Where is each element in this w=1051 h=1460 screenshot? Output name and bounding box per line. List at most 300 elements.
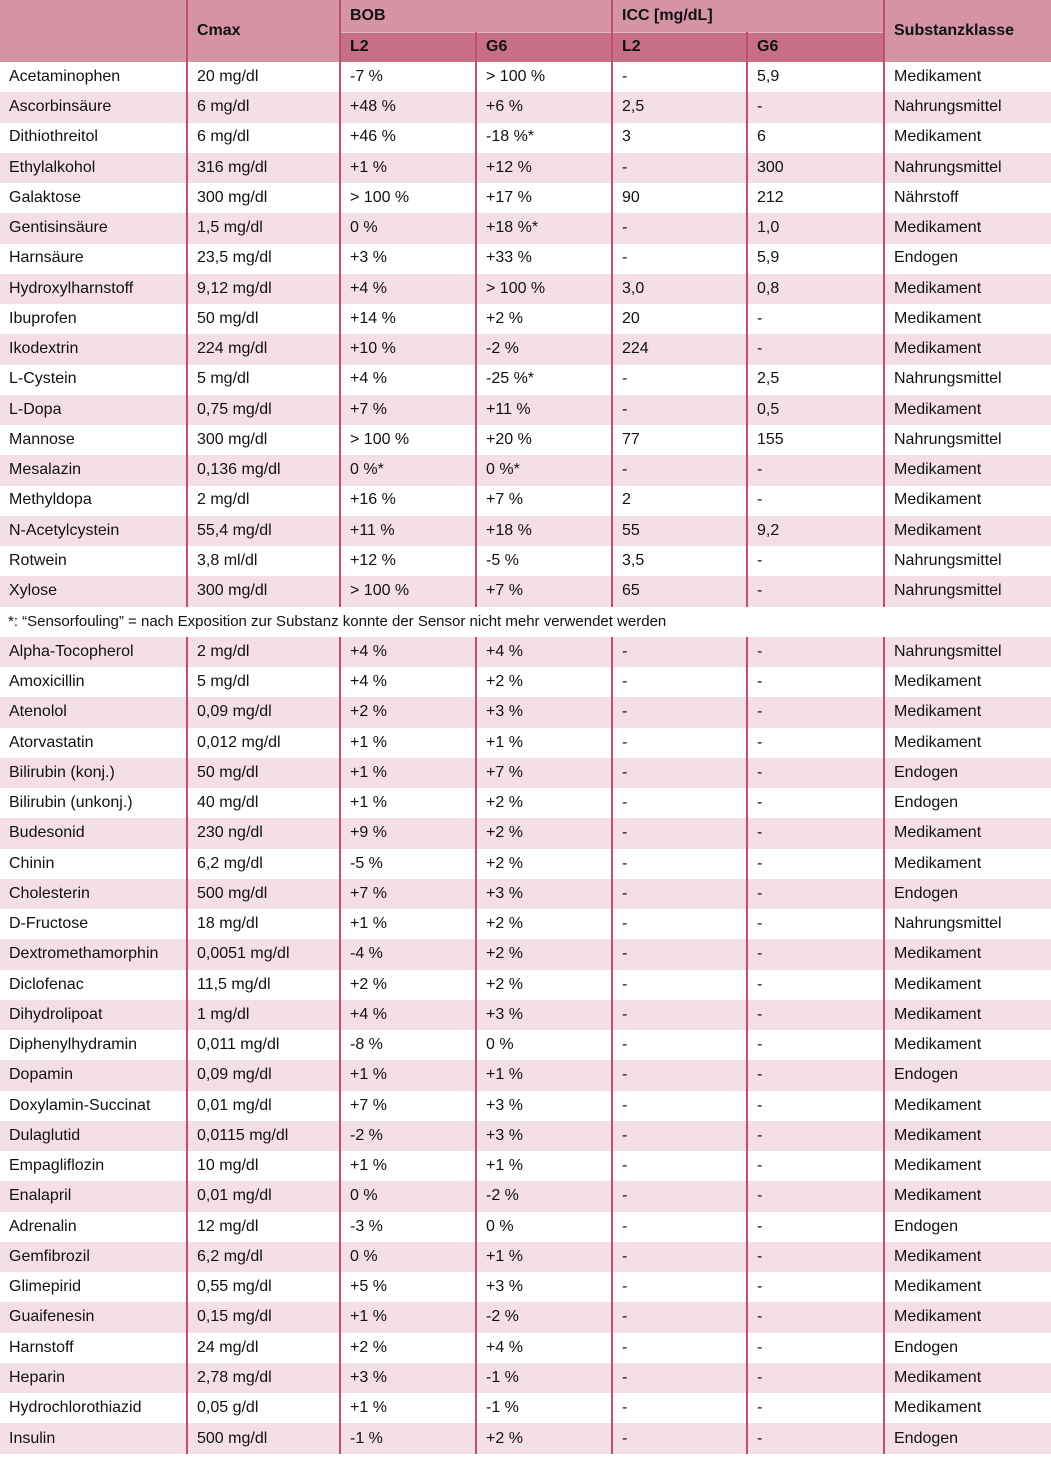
table-cell: Medikament (884, 818, 1051, 848)
substance-name: Mesalazin (9, 461, 82, 479)
table-cell: - (747, 667, 884, 697)
table-cell: Medikament (884, 1000, 1051, 1030)
table-cell: +2 % (476, 818, 612, 848)
table-cell: 0,8 (747, 274, 884, 304)
substance-name: Galaktose (9, 188, 82, 206)
table-cell: -5 % (340, 849, 476, 879)
table-cell: +2 % (476, 1423, 612, 1454)
table-cell: 0 % (476, 1212, 612, 1242)
table-row (0, 1302, 1051, 1332)
table-cell: 0,09 mg/dl (187, 697, 340, 727)
table-cell: +1 % (476, 1060, 612, 1090)
table-cell: - (612, 1212, 747, 1242)
table-cell: - (747, 849, 884, 879)
table-cell: +3 % (476, 879, 612, 909)
table-cell: Endogen (884, 1423, 1051, 1454)
table-cell: Medikament (884, 1091, 1051, 1121)
table-cell: +46 % (340, 123, 476, 153)
table-cell: 5,9 (747, 62, 884, 92)
table-cell: - (747, 970, 884, 1000)
table-cell: 20 mg/dl (187, 62, 340, 92)
table-cell: - (747, 1091, 884, 1121)
table-cell: -3 % (340, 1212, 476, 1242)
table-cell: - (612, 365, 747, 395)
header-icc: ICC [mg/dL] (612, 0, 884, 32)
table-cell: - (747, 1030, 884, 1060)
table-row (0, 728, 1051, 758)
table-row (0, 1000, 1051, 1030)
substance-name: Doxylamin-Succinat (9, 1096, 151, 1114)
table-cell: - (612, 970, 747, 1000)
table-cell: +4 % (340, 667, 476, 697)
table-cell: 5 mg/dl (187, 365, 340, 395)
table-cell: Medikament (884, 849, 1051, 879)
table-cell: Medikament (884, 939, 1051, 969)
table-row (0, 123, 1051, 153)
table-cell: - (747, 1272, 884, 1302)
table-cell: - (747, 939, 884, 969)
table-cell: 3,0 (612, 274, 747, 304)
table-cell: 0 %* (340, 455, 476, 485)
table-cell: 23,5 mg/dl (187, 244, 340, 274)
table-row (0, 213, 1051, 243)
table-cell: Medikament (884, 123, 1051, 153)
table-cell: 9,12 mg/dl (187, 274, 340, 304)
table-cell: +18 % (476, 516, 612, 546)
table-cell: > 100 % (340, 576, 476, 606)
table-cell: - (747, 1333, 884, 1363)
table-cell: - (747, 1181, 884, 1211)
table-cell: 2 (612, 486, 747, 516)
table-cell: - (747, 637, 884, 667)
substance-name: Adrenalin (9, 1217, 77, 1235)
table-cell: - (747, 758, 884, 788)
table-cell: - (612, 1423, 747, 1454)
table-cell: +7 % (340, 395, 476, 425)
table-cell: - (612, 728, 747, 758)
substance-name: Dulaglutid (9, 1126, 81, 1144)
table-cell: > 100 % (476, 62, 612, 92)
table-cell: - (747, 697, 884, 727)
table-cell: 0,136 mg/dl (187, 455, 340, 485)
table-cell: - (612, 244, 747, 274)
table-cell: +33 % (476, 244, 612, 274)
table-cell: 65 (612, 576, 747, 606)
table-cell: 1,5 mg/dl (187, 213, 340, 243)
header-substanzklasse: Substanzklasse (884, 0, 1051, 62)
table-row (0, 1060, 1051, 1090)
table-cell: +1 % (340, 153, 476, 183)
table-cell: 0 %* (476, 455, 612, 485)
table-cell: Endogen (884, 1212, 1051, 1242)
substance-name: Ascorbinsäure (9, 98, 112, 116)
table-cell: 300 (747, 153, 884, 183)
table-cell: Medikament (884, 667, 1051, 697)
table-row (0, 395, 1051, 425)
table-cell: 24 mg/dl (187, 1333, 340, 1363)
table-cell: Nahrungsmittel (884, 92, 1051, 122)
table-cell: 0,75 mg/dl (187, 395, 340, 425)
table-cell: Medikament (884, 1030, 1051, 1060)
table-cell: +7 % (476, 576, 612, 606)
table-row (0, 970, 1051, 1000)
table-cell: +7 % (476, 486, 612, 516)
table-cell: 6 (747, 123, 884, 153)
header-icc-g6: G6 (747, 32, 884, 62)
table-cell: +3 % (476, 697, 612, 727)
substance-name: Enalapril (9, 1187, 72, 1205)
substance-name: Bilirubin (unkonj.) (9, 794, 133, 812)
table-cell: 5 mg/dl (187, 667, 340, 697)
table-cell: Nahrungsmittel (884, 546, 1051, 576)
substance-name: Cholesterin (9, 884, 90, 902)
table-row (0, 1272, 1051, 1302)
table-cell: Medikament (884, 486, 1051, 516)
table-cell: +2 % (476, 939, 612, 969)
table-cell: 500 mg/dl (187, 879, 340, 909)
table-cell: 50 mg/dl (187, 304, 340, 334)
table-cell: 0,55 mg/dl (187, 1272, 340, 1302)
table-cell: Medikament (884, 334, 1051, 364)
table-cell: Medikament (884, 1302, 1051, 1332)
table-cell: -8 % (340, 1030, 476, 1060)
table-cell: 224 (612, 334, 747, 364)
table-footnote-section (0, 607, 1051, 637)
table-row (0, 1242, 1051, 1272)
substance-name: Ethylalkohol (9, 158, 96, 176)
table-cell: +12 % (340, 546, 476, 576)
table-cell: 6 mg/dl (187, 92, 340, 122)
table-cell: +11 % (340, 516, 476, 546)
table-cell: +3 % (340, 1363, 476, 1393)
substance-name: Atenolol (9, 703, 67, 721)
substance-name: Glimepirid (9, 1278, 82, 1296)
table-row (0, 788, 1051, 818)
table-cell: - (747, 546, 884, 576)
substance-name: Heparin (9, 1368, 66, 1386)
substance-name: Gemfibrozil (9, 1247, 90, 1265)
table-cell: 3 (612, 123, 747, 153)
table-cell: +2 % (340, 697, 476, 727)
table-row (0, 304, 1051, 334)
table-row (0, 92, 1051, 122)
table-row (0, 939, 1051, 969)
table-cell: Medikament (884, 1151, 1051, 1181)
table-cell: +1 % (340, 788, 476, 818)
header-bob-l2: L2 (340, 32, 476, 62)
table-cell: +18 %* (476, 213, 612, 243)
table-cell: - (612, 909, 747, 939)
table-cell: 3,5 (612, 546, 747, 576)
table-cell: +7 % (340, 879, 476, 909)
table-cell: 230 ng/dl (187, 818, 340, 848)
table-row (0, 697, 1051, 727)
table-cell: - (612, 788, 747, 818)
table-cell: Medikament (884, 274, 1051, 304)
table-cell: -4 % (340, 939, 476, 969)
table-row (0, 879, 1051, 909)
substance-name: Diphenylhydramin (9, 1036, 138, 1054)
table-cell: - (747, 788, 884, 818)
table-cell: +1 % (340, 1060, 476, 1090)
table-cell: +1 % (476, 1242, 612, 1272)
substance-name: Acetaminophen (9, 67, 121, 85)
table-cell: Medikament (884, 62, 1051, 92)
substance-name: Chinin (9, 854, 55, 872)
table-cell: +4 % (476, 1333, 612, 1363)
substance-name: Dithiothreitol (9, 128, 98, 146)
table-cell: - (612, 153, 747, 183)
table-cell: +1 % (476, 1151, 612, 1181)
table-row (0, 849, 1051, 879)
table-row (0, 1181, 1051, 1211)
table-cell: - (612, 455, 747, 485)
table-cell: 0,011 mg/dl (187, 1030, 340, 1060)
table-cell: > 100 % (476, 274, 612, 304)
table-cell: - (612, 1333, 747, 1363)
table-cell: +5 % (340, 1272, 476, 1302)
table-cell: +4 % (340, 274, 476, 304)
table-cell: -2 % (340, 1121, 476, 1151)
table-cell: +1 % (340, 1393, 476, 1423)
table-cell: +4 % (476, 637, 612, 667)
table-body-part2 (0, 637, 1051, 1454)
table-cell: -1 % (340, 1423, 476, 1454)
table-cell: 0 % (340, 213, 476, 243)
table-cell: - (747, 1060, 884, 1090)
substance-name: L-Dopa (9, 400, 62, 418)
table-cell: Endogen (884, 1060, 1051, 1090)
substance-name: Xylose (9, 582, 58, 600)
table-cell: - (747, 455, 884, 485)
table-cell: 500 mg/dl (187, 1423, 340, 1454)
table-cell: - (612, 395, 747, 425)
table-cell: 9,2 (747, 516, 884, 546)
substance-name: Guaifenesin (9, 1308, 95, 1326)
table-cell: 0,012 mg/dl (187, 728, 340, 758)
table-row (0, 1091, 1051, 1121)
table-cell: -18 %* (476, 123, 612, 153)
substance-name: Insulin (9, 1429, 56, 1447)
table-cell: +3 % (476, 1121, 612, 1151)
table-cell: -7 % (340, 62, 476, 92)
substance-name: Harnstoff (9, 1338, 74, 1356)
substance-name: Amoxicillin (9, 673, 85, 691)
table-row (0, 1363, 1051, 1393)
table-cell: - (612, 1181, 747, 1211)
table-row (0, 818, 1051, 848)
table-cell: Medikament (884, 1363, 1051, 1393)
table-cell: - (612, 62, 747, 92)
table-cell: Endogen (884, 788, 1051, 818)
table-cell: 300 mg/dl (187, 576, 340, 606)
table-cell: +1 % (340, 1302, 476, 1332)
footnote-text: *: “Sensorfouling” = nach Exposition zur Substanz konnte der Sensor nicht mehr verwendet werden (0, 607, 1051, 637)
table-cell: 0,0115 mg/dl (187, 1121, 340, 1151)
table-cell: 0,05 g/dl (187, 1393, 340, 1423)
table-cell: - (747, 486, 884, 516)
table-cell: Nahrungsmittel (884, 637, 1051, 667)
table-cell: +17 % (476, 183, 612, 213)
table-cell: 224 mg/dl (187, 334, 340, 364)
table-cell: Nahrungsmittel (884, 909, 1051, 939)
table-cell: 0,09 mg/dl (187, 1060, 340, 1090)
table-row (0, 1333, 1051, 1363)
table-cell: +1 % (340, 909, 476, 939)
table-cell: Endogen (884, 879, 1051, 909)
footnote-row (0, 607, 1051, 637)
table-cell: - (747, 576, 884, 606)
table-cell: - (747, 1302, 884, 1332)
substance-name: Methyldopa (9, 491, 92, 509)
table-row (0, 455, 1051, 485)
table-cell: +1 % (340, 758, 476, 788)
table-row (0, 1030, 1051, 1060)
table-cell: - (747, 879, 884, 909)
table-row (0, 1151, 1051, 1181)
table-row (0, 637, 1051, 667)
table-cell: - (747, 1212, 884, 1242)
table-cell: - (747, 818, 884, 848)
table-row (0, 425, 1051, 455)
table-cell: - (612, 818, 747, 848)
table-cell: Endogen (884, 244, 1051, 274)
table-cell: -2 % (476, 1181, 612, 1211)
table-header (0, 0, 1051, 62)
header-substance (0, 0, 187, 62)
table-row (0, 365, 1051, 395)
substance-name: L-Cystein (9, 370, 77, 388)
substance-name: Diclofenac (9, 975, 84, 993)
table-cell: -5 % (476, 546, 612, 576)
table-row (0, 183, 1051, 213)
table-cell: +2 % (340, 970, 476, 1000)
table-cell: +20 % (476, 425, 612, 455)
table-cell: 2,5 (612, 92, 747, 122)
table-cell: +1 % (340, 728, 476, 758)
table-cell: 77 (612, 425, 747, 455)
table-cell: +2 % (476, 667, 612, 697)
table-cell: +2 % (476, 849, 612, 879)
table-cell: 300 mg/dl (187, 183, 340, 213)
table-row (0, 334, 1051, 364)
table-cell: 2,5 (747, 365, 884, 395)
table-cell: - (612, 1363, 747, 1393)
table-cell: Endogen (884, 1333, 1051, 1363)
table-cell: +2 % (476, 970, 612, 1000)
table-cell: +7 % (476, 758, 612, 788)
table-cell: Medikament (884, 455, 1051, 485)
table-cell: - (747, 909, 884, 939)
table-cell: Medikament (884, 1121, 1051, 1151)
table-cell: - (747, 1393, 884, 1423)
substance-name: Harnsäure (9, 249, 84, 267)
table-cell: - (612, 1030, 747, 1060)
substance-name: Ikodextrin (9, 340, 79, 358)
substance-name: Dextromethamorphin (9, 945, 159, 963)
table-cell: 55,4 mg/dl (187, 516, 340, 546)
substance-name: Dopamin (9, 1066, 74, 1084)
table-cell: 20 (612, 304, 747, 334)
table-cell: 155 (747, 425, 884, 455)
substance-name: Alpha-Tocopherol (9, 642, 134, 660)
table-cell: - (612, 667, 747, 697)
table-row (0, 274, 1051, 304)
substance-name: Hydroxylharnstoff (9, 279, 134, 297)
table-cell: Nahrungsmittel (884, 153, 1051, 183)
table-cell: - (612, 697, 747, 727)
table-cell: - (747, 1423, 884, 1454)
table-row (0, 1423, 1051, 1454)
table-cell: 6,2 mg/dl (187, 1242, 340, 1272)
table-cell: 1 mg/dl (187, 1000, 340, 1030)
table-row (0, 1212, 1051, 1242)
table-cell: 0,01 mg/dl (187, 1091, 340, 1121)
table-row (0, 153, 1051, 183)
table-cell: 0,01 mg/dl (187, 1181, 340, 1211)
table-row (0, 1121, 1051, 1151)
table-row (0, 1393, 1051, 1423)
table-cell: 12 mg/dl (187, 1212, 340, 1242)
table-cell: - (612, 637, 747, 667)
substance-name: Hydrochlorothiazid (9, 1399, 142, 1417)
table-cell: - (747, 304, 884, 334)
table-cell: 10 mg/dl (187, 1151, 340, 1181)
table-body-part1 (0, 62, 1051, 607)
table-cell: +7 % (340, 1091, 476, 1121)
table-cell: +10 % (340, 334, 476, 364)
table-cell: +1 % (476, 728, 612, 758)
table-cell: Medikament (884, 1242, 1051, 1272)
table-cell: > 100 % (340, 425, 476, 455)
table-cell: +4 % (340, 365, 476, 395)
substance-name: Atorvastatin (9, 733, 94, 751)
table-cell: 6 mg/dl (187, 123, 340, 153)
table-cell: -25 %* (476, 365, 612, 395)
table-cell: 2 mg/dl (187, 637, 340, 667)
table-cell: - (747, 1000, 884, 1030)
table-cell: +3 % (476, 1091, 612, 1121)
table-cell: 90 (612, 183, 747, 213)
table-cell: 0 % (340, 1181, 476, 1211)
table-row (0, 758, 1051, 788)
table-cell: > 100 % (340, 183, 476, 213)
table-cell: - (612, 213, 747, 243)
table-cell: +11 % (476, 395, 612, 425)
substance-name: Gentisinsäure (9, 219, 108, 237)
table-cell: - (747, 1151, 884, 1181)
table-cell: - (747, 1121, 884, 1151)
table-cell: - (747, 1242, 884, 1272)
table-cell: +9 % (340, 818, 476, 848)
table-cell: Medikament (884, 516, 1051, 546)
table-cell: Nahrungsmittel (884, 365, 1051, 395)
table-cell: 300 mg/dl (187, 425, 340, 455)
table-cell: - (612, 1393, 747, 1423)
table-cell: Medikament (884, 1272, 1051, 1302)
table-cell: Medikament (884, 728, 1051, 758)
table-cell: 0,15 mg/dl (187, 1302, 340, 1332)
table-cell: +2 % (476, 304, 612, 334)
table-cell: - (612, 849, 747, 879)
table-cell: Medikament (884, 697, 1051, 727)
table-cell: Medikament (884, 970, 1051, 1000)
table-cell: Medikament (884, 213, 1051, 243)
table-cell: - (612, 1091, 747, 1121)
header-bob-g6: G6 (476, 32, 612, 62)
substance-name: Budesonid (9, 824, 85, 842)
table-cell: +6 % (476, 92, 612, 122)
